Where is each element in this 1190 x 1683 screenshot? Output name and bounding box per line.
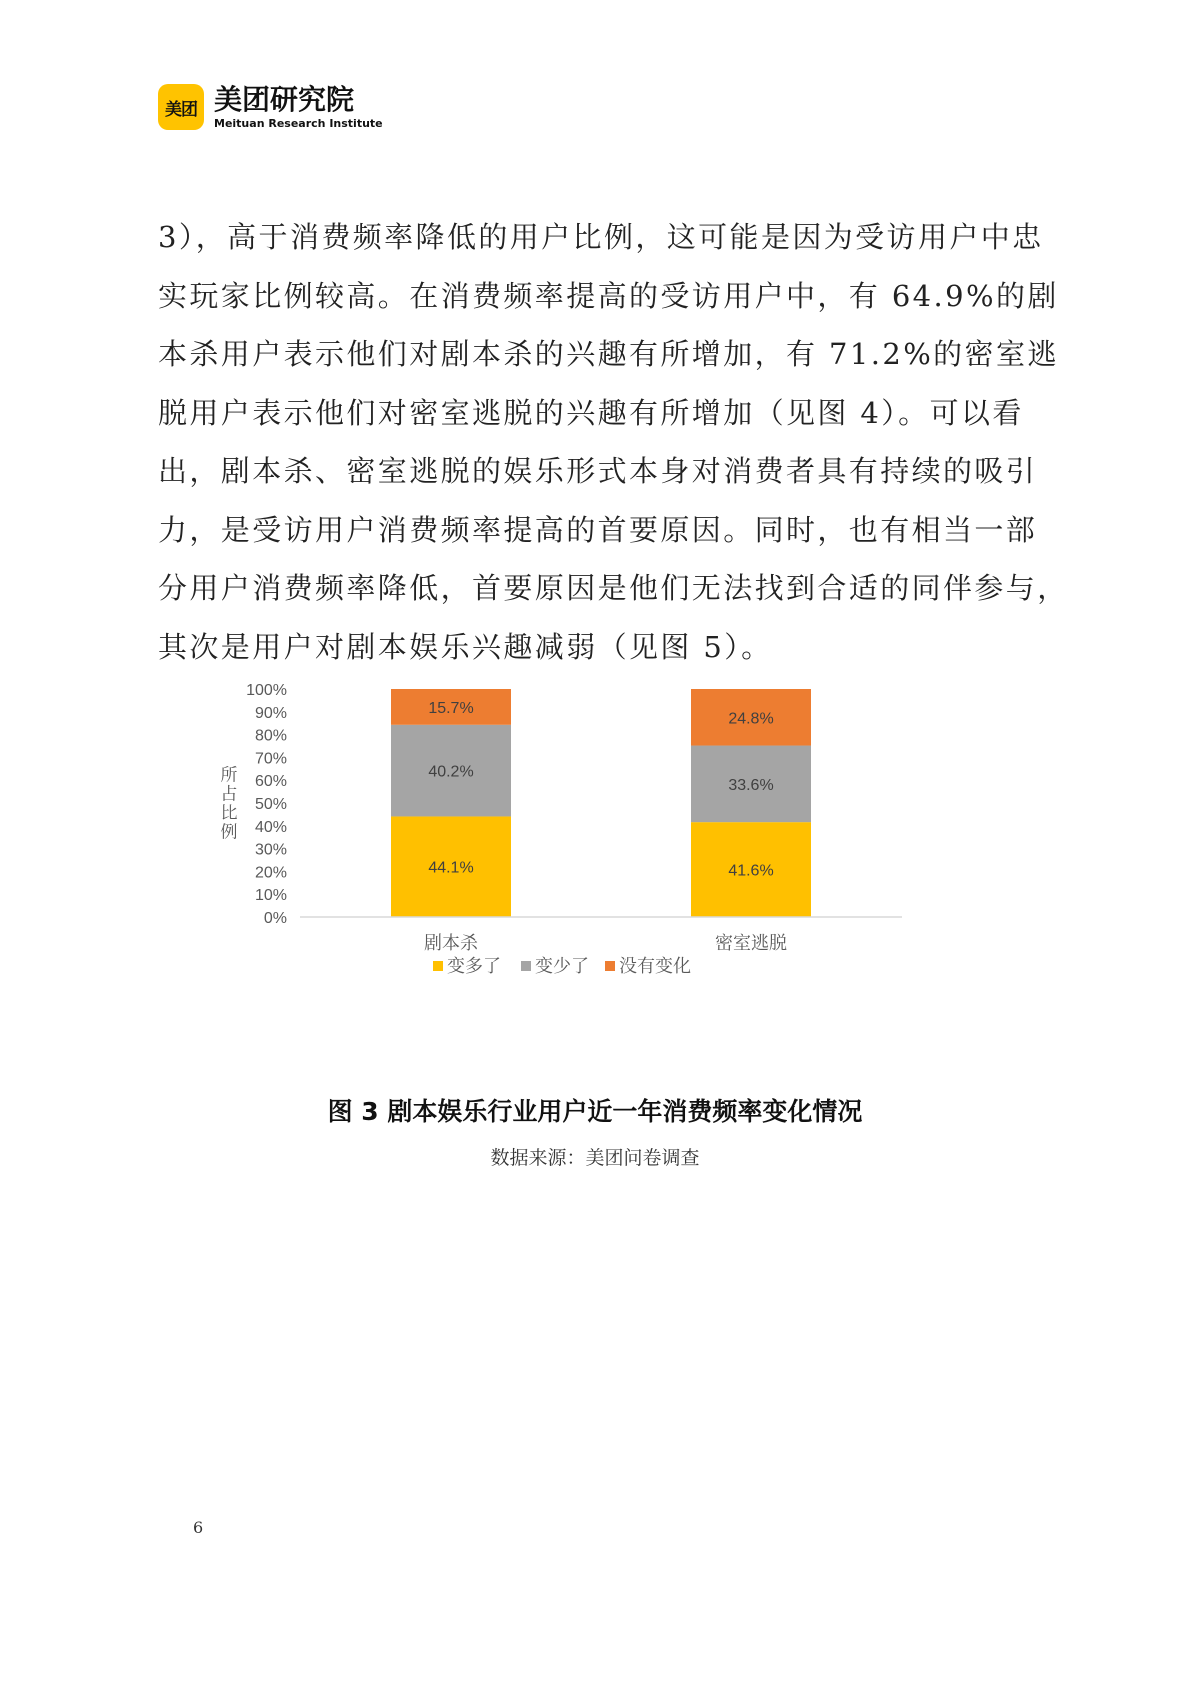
y-tick-label: 20% bbox=[254, 864, 287, 882]
y-tick-label: 40% bbox=[254, 818, 287, 836]
legend-label: 没有变化 bbox=[619, 956, 691, 976]
figure-caption: 图 3 剧本娱乐行业用户近一年消费频率变化情况 bbox=[327, 1097, 863, 1126]
y-tick-label: 50% bbox=[254, 796, 287, 813]
legend-label: 变少了 bbox=[535, 956, 589, 976]
y-tick-label: 90% bbox=[254, 704, 287, 722]
y-tick-label: 60% bbox=[254, 773, 287, 791]
paragraph-line: 分用户消费频率降低，首要原因是他们无法找到合适的同伴参与， bbox=[158, 571, 1069, 605]
y-axis-title-char: 所 bbox=[220, 765, 238, 785]
legend-swatch bbox=[433, 961, 443, 971]
bar-data-label: 15.7% bbox=[428, 699, 474, 717]
paragraph-line: 出，剧本杀、密室逃脱的娱乐形式本身对消费者具有持续的吸引 bbox=[158, 454, 1038, 488]
paragraph-line: 3），高于消费频率降低的用户比例，这可能是因为受访用户中忠 bbox=[158, 220, 1044, 254]
legend-swatch bbox=[521, 961, 531, 971]
paragraph-line: 其次是用户对剧本娱乐兴趣减弱（见图 5）。 bbox=[158, 629, 773, 664]
bar-data-label: 41.6% bbox=[728, 862, 774, 880]
bar-data-label: 40.2% bbox=[428, 763, 474, 781]
legend-label: 变多了 bbox=[447, 956, 501, 976]
x-category-label: 剧本杀 bbox=[424, 933, 478, 953]
report-header bbox=[158, 84, 383, 130]
y-axis-title-char: 占 bbox=[220, 784, 238, 804]
y-tick-label: 30% bbox=[254, 841, 287, 859]
bar-data-label: 44.1% bbox=[428, 859, 474, 877]
stacked-bar-chart bbox=[220, 682, 975, 1065]
meituan-logo-badge: 美团 bbox=[158, 84, 204, 130]
logo-text bbox=[214, 82, 383, 130]
legend-swatch bbox=[605, 961, 615, 971]
paragraph-line: 实玩家比例较高。在消费频率提高的受访用户中，有 64.9%的剧 bbox=[158, 278, 1059, 313]
y-tick-label: 0% bbox=[263, 910, 287, 927]
logo-title-cn: 美团研究院 bbox=[214, 82, 355, 116]
y-tick-label: 80% bbox=[254, 727, 287, 745]
y-tick-label: 70% bbox=[254, 750, 287, 768]
paragraph-line: 力，是受访用户消费频率提高的首要原因。同时，也有相当一部 bbox=[158, 512, 1038, 547]
body-paragraph bbox=[158, 208, 1069, 676]
page-number: 6 bbox=[193, 1518, 204, 1537]
bar-data-label: 33.6% bbox=[728, 776, 774, 794]
y-tick-label: 100% bbox=[246, 682, 287, 699]
figure-source: 数据来源：美团问卷调查 bbox=[490, 1147, 700, 1169]
y-tick-label: 10% bbox=[254, 887, 287, 905]
bar-data-label: 24.8% bbox=[728, 710, 774, 728]
y-axis-title-char: 例 bbox=[220, 822, 238, 842]
paragraph-line: 本杀用户表示他们对剧本杀的兴趣有所增加，有 71.2%的密室逃 bbox=[158, 337, 1059, 371]
x-category-label: 密室逃脱 bbox=[715, 933, 787, 953]
paragraph-line: 脱用户表示他们对密室逃脱的兴趣有所增加（见图 4）。可以看 bbox=[158, 395, 1024, 430]
logo-title-en: Meituan Research Institute bbox=[214, 116, 383, 130]
y-axis-title-char: 比 bbox=[220, 803, 238, 823]
